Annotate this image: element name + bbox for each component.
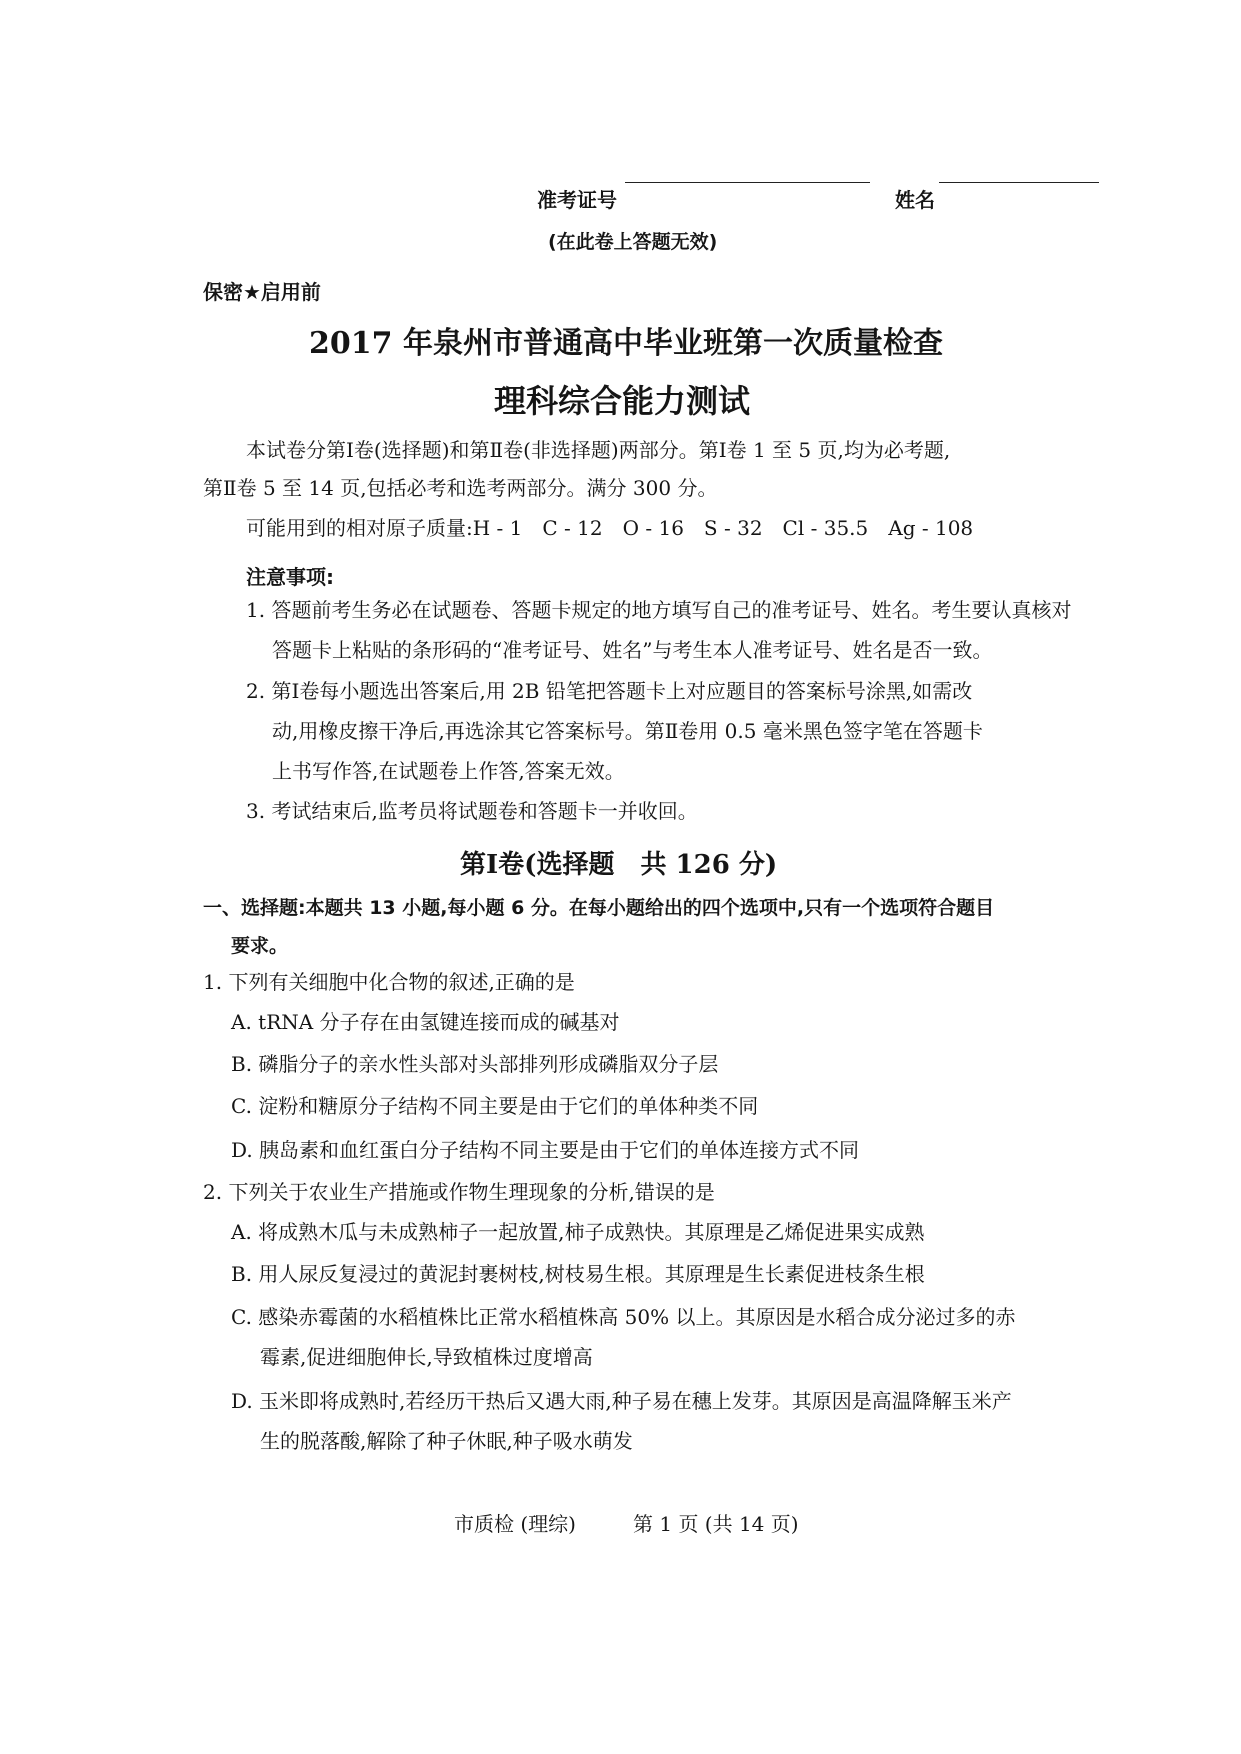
note-1-line-2: 答题卡上粘贴的条形码的“准考证号、姓名”与考生本人准考证号、姓名是否一致。 [272,638,993,662]
secret-note: 保密★启用前 [203,280,321,304]
question-2-option-a: A. 将成熟木瓜与未成熟柿子一起放置,柿子成熟快。其原理是乙烯促进果实成熟 [231,1220,925,1244]
note-2-line-1: 2. 第Ⅰ卷每小题选出答案后,用 2B 铅笔把答题卡上对应题目的答案标号涂黑,如需改 [246,679,973,703]
question-2-stem: 2. 下列关于农业生产措施或作物生理现象的分析,错误的是 [203,1180,715,1204]
question-2-option-d-line-2: 生的脱落酸,解除了种子休眠,种子吸水萌发 [260,1429,633,1453]
note-3: 3. 考试结束后,监考员将试题卷和答题卡一并收回。 [246,799,698,823]
question-1-option-a: A. tRNA 分子存在由氢键连接而成的碱基对 [231,1010,620,1034]
footer-page-number: 第 1 页 (共 14 页) [633,1512,799,1536]
question-1-option-b: B. 磷脂分子的亲水性头部对头部排列形成磷脂双分子层 [231,1052,719,1076]
notes-heading: 注意事项: [246,565,334,589]
exam-title: 2017 年泉州市普通高中毕业班第一次质量检查 [309,326,943,361]
intro-line-2: 第Ⅱ卷 5 至 14 页,包括必考和选考两部分。满分 300 分。 [203,476,718,500]
question-1-option-c: C. 淀粉和糖原分子结构不同主要是由于它们的单体种类不同 [231,1094,759,1118]
invalid-note: (在此卷上答题无效) [548,231,718,253]
note-2-line-2: 动,用橡皮擦干净后,再选涂其它答案标号。第Ⅱ卷用 0.5 毫米黑色签字笔在答题卡 [272,719,983,743]
exam-id-field[interactable] [625,182,870,183]
name-label: 姓名 [895,188,935,212]
footer-label: 市质检 (理综) [454,1512,576,1536]
exam-subtitle: 理科综合能力测试 [494,382,751,420]
question-1-stem: 1. 下列有关细胞中化合物的叙述,正确的是 [203,970,575,994]
note-2-line-3: 上书写作答,在试题卷上作答,答案无效。 [272,759,625,783]
question-2-option-d-line-1: D. 玉米即将成熟时,若经历干热后又遇大雨,种子易在穗上发芽。其原因是高温降解玉米产 [231,1389,1012,1413]
section-instruction-line-2: 要求。 [231,935,289,957]
intro-line-1: 本试卷分第Ⅰ卷(选择题)和第Ⅱ卷(非选择题)两部分。第Ⅰ卷 1 至 5 页,均为必考题, [246,438,951,462]
question-1-option-d: D. 胰岛素和血红蛋白分子结构不同主要是由于它们的单体连接方式不同 [231,1138,860,1162]
note-1-line-1: 1. 答题前考生务必在试题卷、答题卡规定的地方填写自己的准考证号、姓名。考生要认真核对 [246,598,1072,622]
atomic-mass-line: 可能用到的相对原子质量:H - 1 C - 12 O - 16 S - 32 Cl - 35.5 Ag - 108 [246,516,974,540]
question-2-option-b: B. 用人尿反复浸过的黄泥封裹树枝,树枝易生根。其原理是生长素促进枝条生根 [231,1262,925,1286]
name-field[interactable] [939,182,1099,183]
question-2-option-c-line-2: 霉素,促进细胞伸长,导致植株过度增高 [260,1345,593,1369]
question-2-option-c-line-1: C. 感染赤霉菌的水稻植株比正常水稻植株高 50% 以上。其原因是水稻合成分泌过多的赤 [231,1305,1016,1329]
section-title: 第Ⅰ卷(选择题 共 126 分) [460,850,778,880]
exam-id-label: 准考证号 [537,188,617,212]
section-instruction-line-1: 一、选择题:本题共 13 小题,每小题 6 分。在每小题给出的四个选项中,只有一个选项符合题目 [203,897,995,919]
